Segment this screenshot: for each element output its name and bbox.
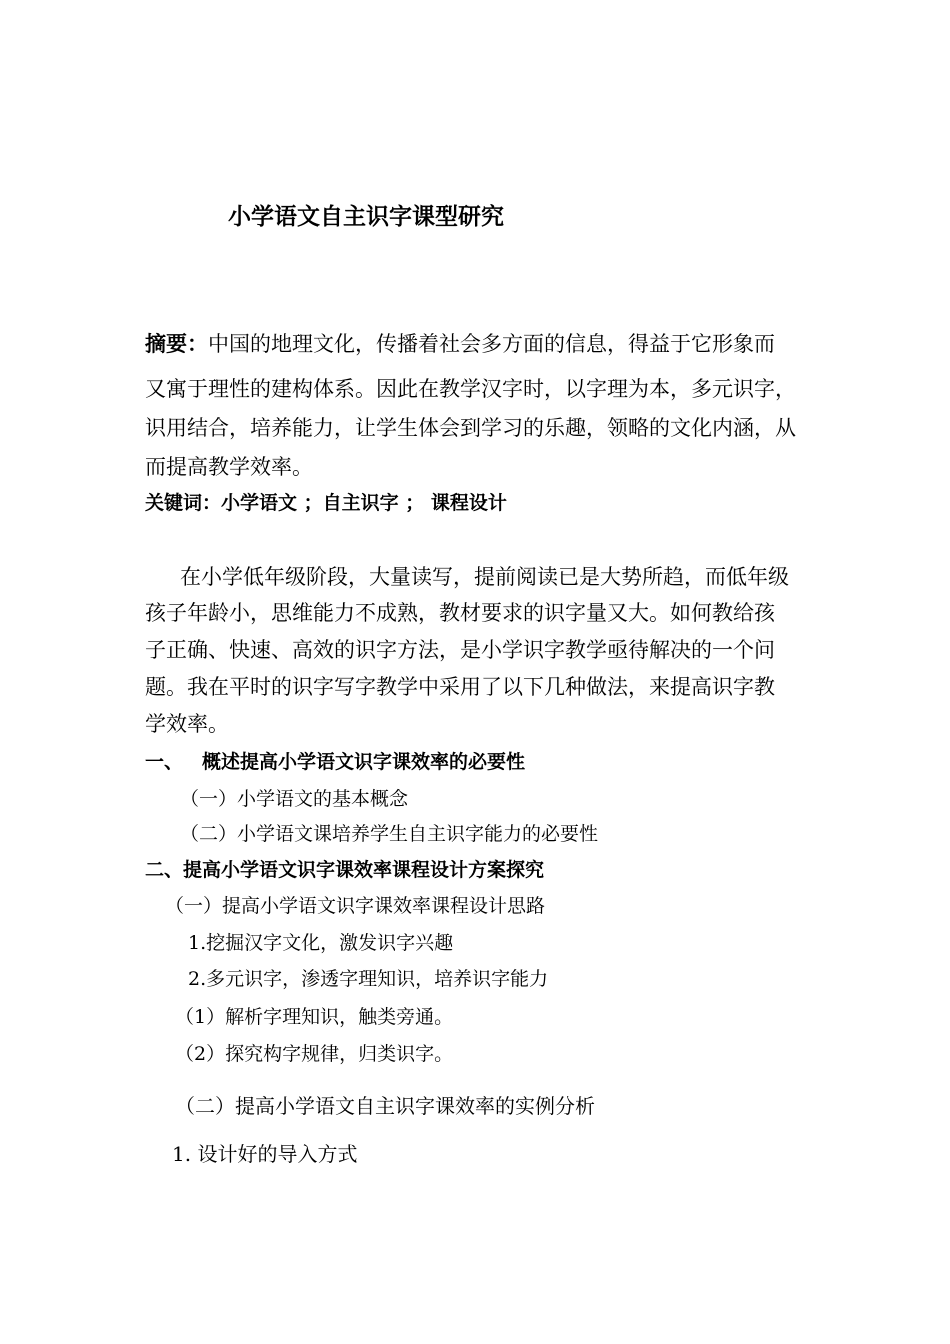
intro-line-5: 学效率。 <box>145 712 229 736</box>
abstract-line-2: 又寓于理性的建构体系。因此在教学汉字时，以字理为本，多元识字， <box>145 377 796 401</box>
abstract-line-1 <box>145 328 775 358</box>
intro-line-3: 子正确、快速、高效的识字方法，是小学识字教学亟待解决的一个问 <box>145 638 775 662</box>
section-2-1-2-b: （2）探究构字规律，归类识字。 <box>175 1043 454 1065</box>
section-2-heading: 二、提高小学语文识字课效率课程设计方案探究 <box>145 859 545 881</box>
section-1-2: （二）小学语文课培养学生自主识字能力的必要性 <box>180 823 599 845</box>
section-1-heading: 概述提高小学语文识字课效率的必要性 <box>202 751 526 773</box>
section-2-2: （二）提高小学语文自主识字课效率的实例分析 <box>175 1094 595 1118</box>
intro-line-4: 题。我在平时的识字写字教学中采用了以下几种做法，来提高识字教 <box>145 675 775 699</box>
keywords: 关键词：小学语文 ；自主识字 ； 课程设计 <box>145 492 507 514</box>
section-2-1: （一）提高小学语文识字课效率课程设计思路 <box>165 895 546 917</box>
section-2-2-1: 1. 设计好的导入方式 <box>172 1142 358 1166</box>
section-2-1-2: 2.多元识字，渗透字理知识，培养识字能力 <box>188 968 549 990</box>
intro-line-2: 孩子年龄小，思维能力不成熟，教材要求的识字量又大。如何教给孩 <box>145 601 775 625</box>
abstract-line-4: 而提高教学效率。 <box>145 455 313 479</box>
section-1-number: 一、 <box>145 751 184 773</box>
section-2-1-1: 1.挖掘汉字文化，激发识字兴趣 <box>188 932 454 954</box>
abstract-label: 摘要： <box>145 332 208 356</box>
document-title: 小学语文自主识字课型研究 <box>228 204 504 230</box>
section-1-1: （一）小学语文的基本概念 <box>180 788 409 810</box>
intro-line-1: 在小学低年级阶段，大量读写，提前阅读已是大势所趋，而低年级 <box>180 565 789 589</box>
abstract-line-3: 识用结合，培养能力，让学生体会到学习的乐趣，领略的文化内涵，从 <box>145 416 796 440</box>
section-2-1-2-a: （1）解析字理知识，触类旁通。 <box>175 1006 454 1028</box>
abstract-text-1: 中国的地理文化，传播着社会多方面的信息，得益于它形象而 <box>208 332 775 356</box>
